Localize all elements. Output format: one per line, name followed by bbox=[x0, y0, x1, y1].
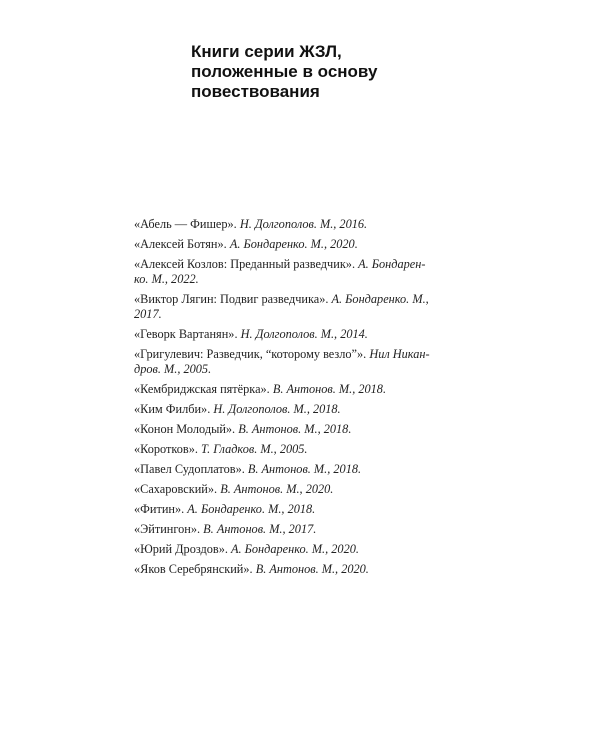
book-author: В. Антонов. М., 2020. bbox=[255, 562, 369, 576]
book-title: «Григулевич: Разведчик, “которому везло”». bbox=[134, 347, 370, 361]
book-entry-line bbox=[134, 542, 474, 557]
book-entry bbox=[134, 422, 474, 437]
book-entry bbox=[134, 402, 474, 417]
book-title: «Конон Молодый». bbox=[134, 422, 239, 436]
book-author: В. Антонов. М., 2018. bbox=[272, 382, 387, 396]
book-entry-line bbox=[134, 327, 474, 342]
book-author: Н. Долгополов. М., 2016. bbox=[239, 217, 368, 231]
book-entry-line bbox=[134, 272, 474, 287]
book-entry-line bbox=[134, 482, 474, 497]
book-title: «Павел Судоплатов». bbox=[134, 462, 248, 476]
book-entry-line bbox=[134, 217, 474, 232]
book-title: «Яков Серебрянский». bbox=[134, 562, 256, 576]
book-author: Т. Гладков. М., 2005. bbox=[201, 442, 308, 456]
book-entry bbox=[134, 327, 474, 342]
book-entry bbox=[134, 257, 474, 287]
book-author: дров. М., 2005. bbox=[134, 362, 212, 376]
heading-line: положенные в основу bbox=[191, 62, 378, 81]
book-author: В. Антонов. М., 2018. bbox=[247, 462, 362, 476]
book-title: «Сахаровский». bbox=[134, 482, 221, 496]
book-entry-line bbox=[134, 237, 474, 252]
book-author: В. Антонов. М., 2020. bbox=[220, 482, 334, 496]
book-author: А. Бондарен- bbox=[358, 257, 426, 271]
book-title: «Ким Филби». bbox=[134, 402, 214, 416]
book-entry-line bbox=[134, 502, 474, 517]
book-entry bbox=[134, 482, 474, 497]
book-title: «Геворк Вартанян». bbox=[134, 327, 241, 341]
book-entry-line bbox=[134, 362, 474, 377]
book-entry bbox=[134, 237, 474, 252]
book-entry bbox=[134, 522, 474, 537]
book-author: Н. Долгополов. М., 2014. bbox=[240, 327, 368, 341]
book-title: «Алексей Ботян». bbox=[134, 237, 230, 251]
book-entry bbox=[134, 562, 474, 577]
book-entry bbox=[134, 502, 474, 517]
book-entry-line bbox=[134, 307, 474, 322]
book-author: В. Антонов. М., 2018. bbox=[238, 422, 352, 436]
book-author: А. Бондаренко. М., 2020. bbox=[231, 542, 359, 556]
book-entry-line bbox=[134, 257, 474, 272]
book-title: «Виктор Лягин: Подвиг разведчика». bbox=[134, 292, 332, 306]
book-entry-line bbox=[134, 442, 474, 457]
book-entry bbox=[134, 542, 474, 557]
book-entry bbox=[134, 462, 474, 477]
heading-line: Книги серии ЖЗЛ, bbox=[191, 42, 342, 61]
book-title: «Алексей Козлов: Преданный разведчик». bbox=[134, 257, 359, 271]
book-author: А. Бондаренко. М., bbox=[331, 292, 429, 306]
book-entry bbox=[134, 217, 474, 232]
book-title: «Эйтингон». bbox=[134, 522, 204, 536]
book-entry bbox=[134, 292, 474, 322]
section-heading bbox=[191, 42, 451, 102]
book-author: 2017. bbox=[134, 307, 162, 321]
book-author: ко. М., 2022. bbox=[134, 272, 199, 286]
book-entry-line bbox=[134, 347, 474, 362]
book-entry-line bbox=[134, 382, 474, 397]
book-list bbox=[134, 217, 474, 582]
book-title: «Коротков». bbox=[134, 442, 201, 456]
book-entry-line bbox=[134, 292, 474, 307]
book-author: А. Бондаренко. М., 2018. bbox=[187, 502, 316, 516]
book-entry-line bbox=[134, 562, 474, 577]
book-author: В. Антонов. М., 2017. bbox=[203, 522, 317, 536]
book-title: «Кембриджская пятёрка». bbox=[134, 382, 273, 396]
book-author: Н. Долгополов. М., 2018. bbox=[213, 402, 341, 416]
book-entry bbox=[134, 382, 474, 397]
book-title: «Фитин». bbox=[134, 502, 188, 516]
book-title: «Абель — Фишер». bbox=[134, 217, 240, 231]
book-entry-line bbox=[134, 402, 474, 417]
book-entry bbox=[134, 347, 474, 377]
book-entry-line bbox=[134, 422, 474, 437]
book-title: «Юрий Дроздов». bbox=[134, 542, 231, 556]
book-entry-line bbox=[134, 462, 474, 477]
heading-line: повествования bbox=[191, 82, 320, 101]
book-entry bbox=[134, 442, 474, 457]
book-author: Нил Никан- bbox=[369, 347, 430, 361]
book-author: А. Бондаренко. М., 2020. bbox=[229, 237, 358, 251]
book-entry-line bbox=[134, 522, 474, 537]
